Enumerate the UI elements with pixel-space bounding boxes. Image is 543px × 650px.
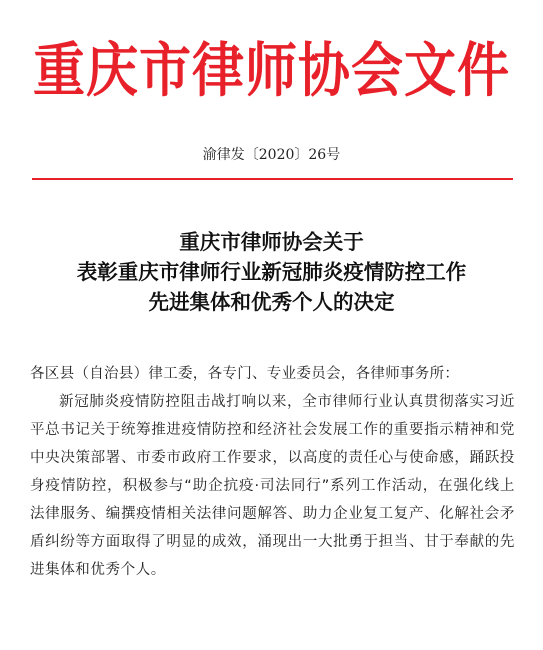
salutation: 各区县（自治县）律工委，各专门、专业委员会，各律师事务所： bbox=[30, 366, 460, 382]
document-number: 渝律发〔2020〕26号 bbox=[202, 147, 341, 163]
red-divider-line bbox=[32, 178, 513, 180]
title-line-1: 重庆市律师协会关于 bbox=[179, 230, 364, 254]
document-body bbox=[30, 360, 515, 584]
issuer-masthead: 重庆市律师协会文件 bbox=[32, 36, 510, 106]
title-line-2: 表彰重庆市律师行业新冠肺炎疫情防控工作 bbox=[76, 260, 467, 284]
title-line-3: 先进集体和优秀个人的决定 bbox=[148, 290, 395, 314]
body-paragraph: 新冠肺炎疫情防控阻击战打响以来，全市律师行业认真贯彻落实习近平总书记关于统筹推进疫情防控和经济社会发展工作的重要指示精神和党中央决策部署、市委市政府工作要求，以高度的责任心与使命感，踊跃投身疫情防控，积极参与“助企抗疫·司法同行”系列工作活动，在强化线上法律服务、编撰疫情相关法律问题解答、助力企业复工复产、化解社会矛盾纠纷等方面取得了明显的成效，涌现出一大批勇于担当、甘于奉献的先进集体和优秀个人。 bbox=[30, 394, 515, 578]
document-title bbox=[0, 227, 543, 317]
